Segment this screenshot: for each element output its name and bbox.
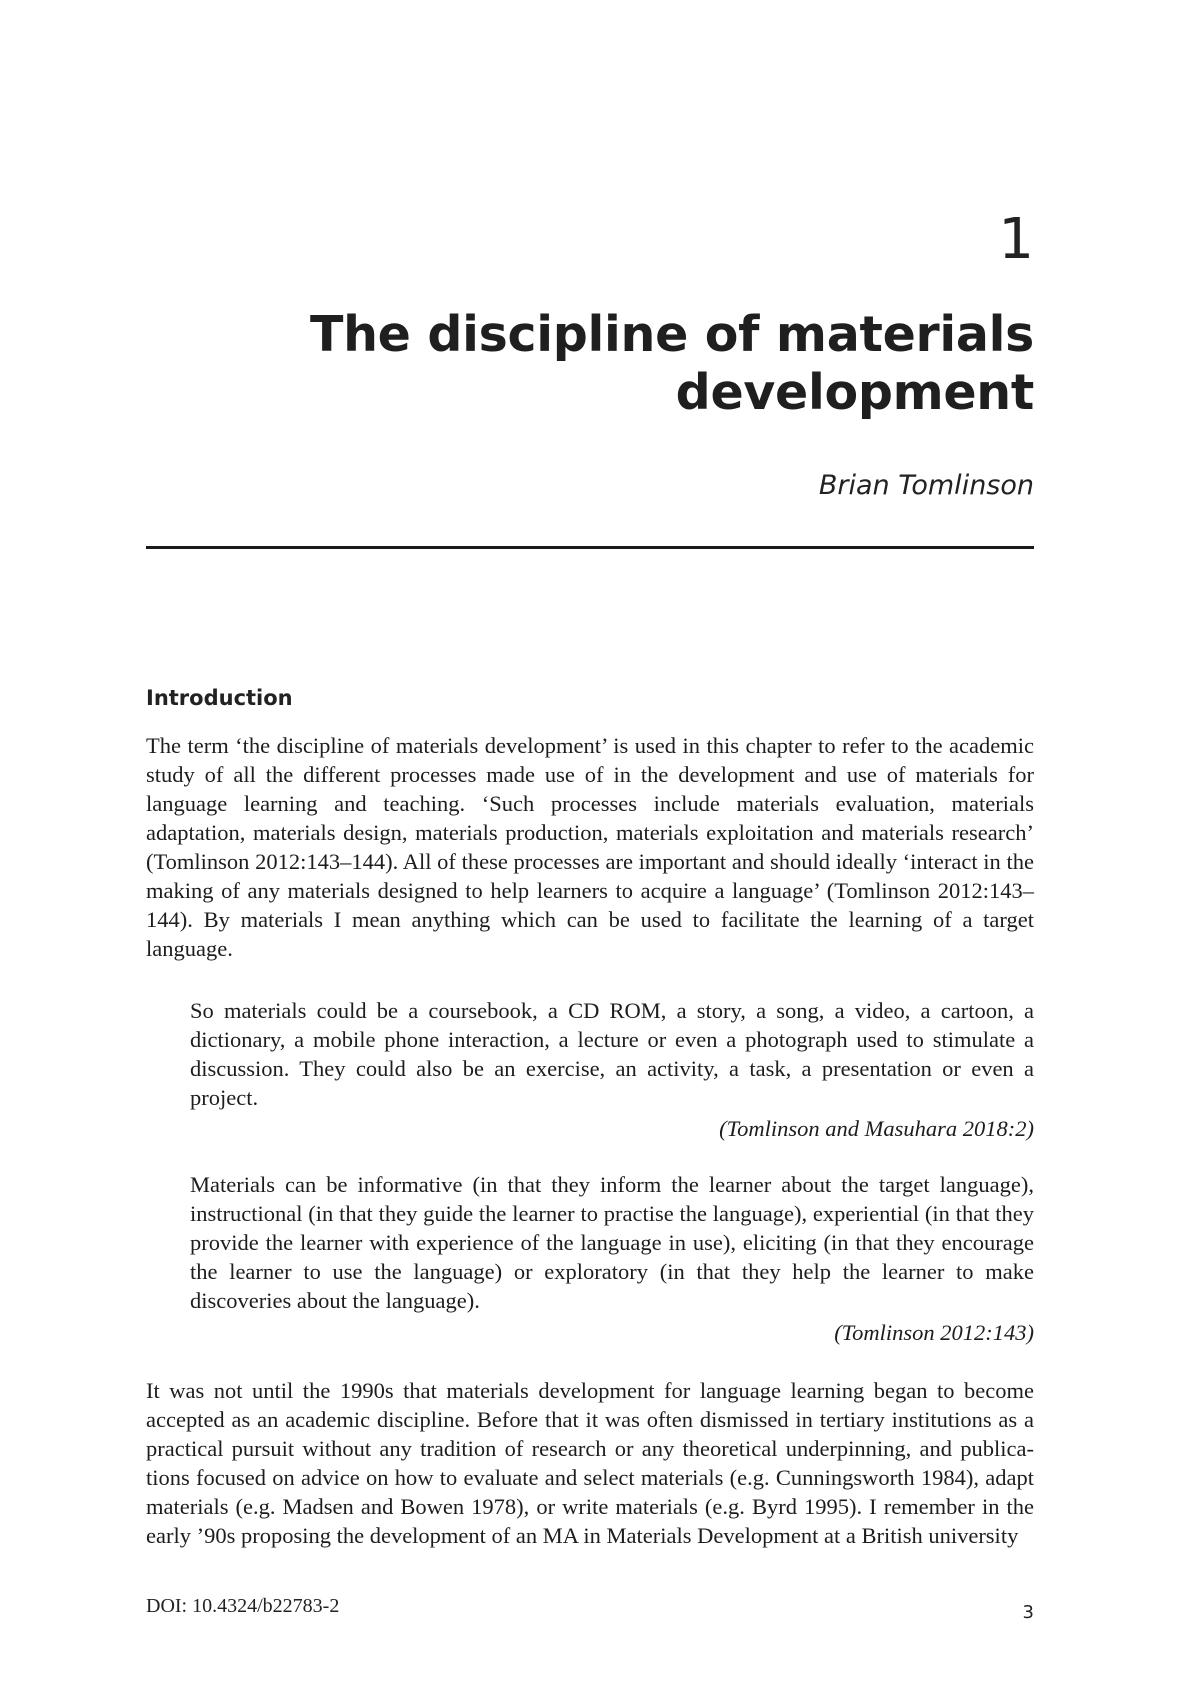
block-quote-2-citation: (Tomlinson 2012:143) xyxy=(834,1320,1034,1345)
section-heading: Introduction xyxy=(146,686,293,710)
block-quote-1-citation: (Tomlinson and Masuhara 2018:2) xyxy=(719,1116,1034,1141)
body-paragraph-1: The term ‘the discipline of materials development’ is used in this chapter to refer to the academic study of all the different processes made use of in the development and use of materials for language learning and teaching. ‘Such processes include materials evaluation, materials adaptation, materials design, materials production, materials exploitation and materials research’ (Tomlinson 2012:143–144). All of these processes are important and should ideally ‘interact in the making of any materials designed to help learners to acquire a language’ (Tomlinson 2012:143–144). By materials I mean anything which can be used to facilitate the learning of a target language. xyxy=(146,733,1034,961)
chapter-author: Brian Tomlinson xyxy=(818,470,1034,501)
title-divider xyxy=(146,546,1034,549)
body-paragraph-2: It was not until the 1990s that materials development for language learning began to become accepted as an academic discipline. Before that it was often dismissed in tertiary institutions as a practical pursuit without any tradition of research or any theoretical underpinning, and publications focused on advice on how to evaluate and select materials (e.g. Cunningsworth 1984), adapt materials (e.g. Madsen and Bowen 1978), or write materials (e.g. Byrd 1995). I remember in the early ’90s proposing the development of an MA in Materials Development at a British university xyxy=(146,1378,1034,1548)
page-number: 3 xyxy=(1022,1602,1034,1623)
doi-footer: DOI: 10.4324/b22783-2 xyxy=(146,1595,340,1617)
block-quote-1: So materials could be a coursebook, a CD ROM, a story, a song, a video, a cartoon, a dictionary, a mobile phone interaction, a lecture or even a photograph used to stimulate a discussion. They could also be an exercise, an activity, a task, a presentation or even a project. xyxy=(190,998,1034,1110)
chapter-title: The discipline of materials development xyxy=(309,306,1034,421)
block-quote-2: Materials can be informative (in that they inform the learner about the target language), instructional (in that they guide the learner to practise the language), experiential (in that they provide the learner with experience of the language in use), eliciting (in that they encourage the learner to use the language) or exploratory (in that they help the learner to make discoveries about the language). xyxy=(190,1172,1034,1313)
chapter-number: 1 xyxy=(998,207,1034,272)
